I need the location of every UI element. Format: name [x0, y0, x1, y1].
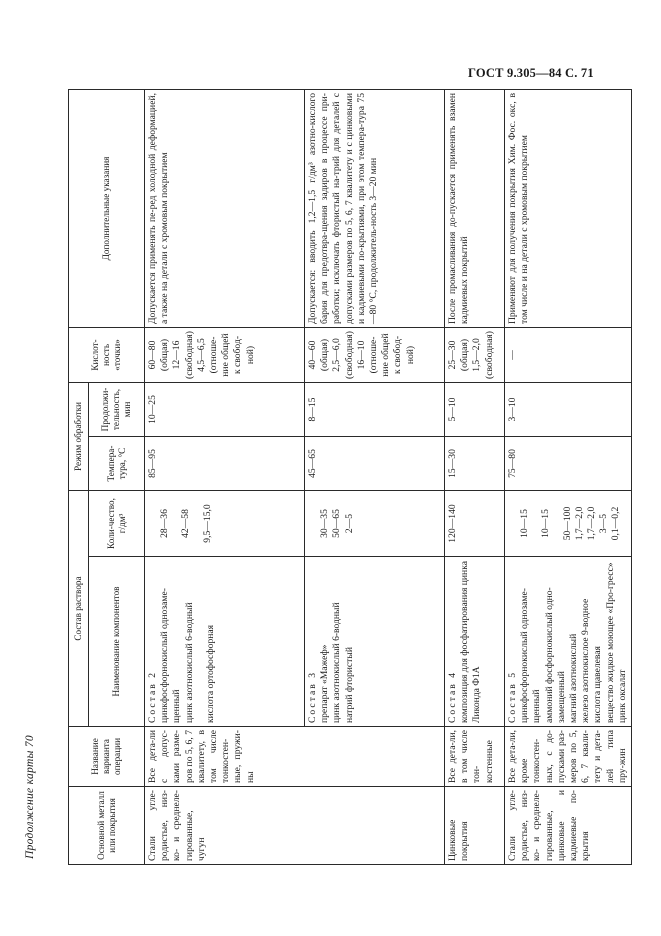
component-line: цинк азотнокислый 6-водный [331, 602, 343, 723]
component-line: натрий фтористый [343, 647, 355, 723]
quantity-line: 1,7—2,0 [573, 506, 585, 541]
metal-cell: Стали угле-родистые, низ-ко- и среднеле-гированные, цинковые и кадмиевые по-крытия [505, 787, 632, 865]
header-components: Наименование компонентов [89, 557, 145, 727]
continuation-label: Продолжение карты 70 [24, 735, 36, 859]
header-temperature: Темпера-тура, °С [89, 437, 145, 491]
temperature-cell: 85—95 [145, 437, 305, 491]
component-line: цинкфосфорнокислый однозаме-щенный [159, 588, 183, 723]
acidity-line: 16—10 (отноше-ние общей к свобод-ной) [355, 333, 416, 377]
header-duration: Продолжи-тельность, мин [89, 383, 145, 437]
process-table [68, 89, 632, 865]
quantity-line: 10—15 [540, 509, 552, 538]
component-line: железо азотнокислое 9-водное [580, 598, 592, 723]
acidity-cell [145, 328, 305, 383]
header-acidity: Кислот-ность «точки» [69, 328, 145, 383]
acidity-cell [505, 328, 632, 383]
component-line: препарат «Мажеф» [319, 644, 331, 723]
table-row [445, 90, 505, 865]
composition-title: Состав 2 [147, 671, 158, 723]
acidity-cell [445, 328, 505, 383]
components-cell [305, 557, 445, 727]
quantities-cell [305, 491, 445, 557]
table-row [505, 90, 632, 865]
component-line: кислота щавелевая [592, 646, 604, 723]
quantity-line: 9,5—15,0 [201, 504, 213, 543]
header-solution: Состав раствора [69, 491, 89, 727]
components-cell [145, 557, 305, 727]
component-line: вещество жидкое моющее «Про-гресс» [604, 562, 616, 723]
notes-cell: После промасливания до-пускается применять взамен кадмиевых покрытий [445, 90, 505, 328]
components-cell [445, 557, 505, 727]
quantity-line: 42—58 [180, 509, 192, 538]
page-header: ГОСТ 9.305—84 С. 71 [468, 66, 594, 80]
acidity-line: 12—16 (свободная) [171, 331, 195, 379]
composition-title: Состав 3 [307, 671, 318, 723]
quantities-cell [445, 491, 505, 557]
metal-cell: Стали угле-родистые, низ-ко- и среднеле-гированные, чугун [145, 787, 445, 865]
header-notes: Дополнительные указания [69, 90, 145, 328]
duration-cell: 5—10 [445, 383, 505, 437]
header-mode: Режим обработки [69, 383, 89, 491]
quantities-cell [505, 491, 632, 557]
components-cell [505, 557, 632, 727]
component-line: цинк азотнокислый 6-водный [183, 602, 195, 723]
header-metal: Основной металл или покрытия [69, 787, 145, 865]
acidity-line: 60—80 (общая) [147, 338, 171, 372]
quantity-line: 30—35 [319, 509, 331, 538]
component-line: аммоний фосфорнокислый одно-замещенный [543, 587, 567, 723]
quantity-line: 120—140 [447, 504, 458, 543]
temperature-cell: 75—80 [505, 437, 632, 491]
component-line: цинкфосфорнокислый однозаме-щенный [519, 588, 543, 723]
acidity-line: 40—60 (общая) [307, 338, 331, 372]
acidity-cell [305, 328, 445, 383]
quantity-line: 10—15 [519, 509, 531, 538]
duration-cell: 10—25 [145, 383, 305, 437]
composition-title: Состав 5 [507, 671, 518, 723]
variant-cell: Все дета-ли с допус-ками разме-ров по 5, 6, 7 квалитету, в том числе тонкостен-ные, пружи-ны [145, 727, 445, 787]
variant-cell: Все дета-ли, в том числе тон-костенные [445, 727, 505, 787]
component-line: композиция для фосфатирования цинка Ликонда Ф1А [459, 561, 483, 723]
acidity-line: 1,5—2,0 (свободная) [471, 331, 495, 379]
notes-cell: Допускается: вводить 1,2—1,5 г/дм³ азотно-кислого бария для предотвра-щения задиров в процессе при-работки; исключать фтористый на-трий для деталей с допусками размеров по 5, 6, 7 квалитету и с цинковыми и кадмиевыми по-крытиями, при этом темпера-тура 75—80 °С, продолжитель-ность 3—20 мин [305, 90, 445, 328]
header-quantity: Коли-чество, г/дм³ [89, 491, 145, 557]
quantity-line: 1,7—2,0 [586, 506, 598, 541]
temperature-cell: 15—30 [445, 437, 505, 491]
acidity-line: 4,5—6,5 (отноше-ние общей к свобод-ной) [195, 333, 256, 377]
notes-cell: Применяют для получения покрытия Хим. Фос. окс, в том числе и на детали с хромовым покрытием [505, 90, 632, 328]
quantity-line: 50—100 [561, 506, 573, 541]
quantity-line: 28—36 [159, 509, 171, 538]
composition-title: Состав 4 [447, 671, 458, 723]
temperature-cell: 45—65 [305, 437, 445, 491]
duration-cell: 3—10 [505, 383, 632, 437]
notes-cell: Допускается применять пе-ред холодной деформацией, а также на детали с хромовым покрытием [145, 90, 305, 328]
duration-cell: 8—15 [305, 383, 445, 437]
component-line: магний азотнокислый [568, 633, 580, 723]
quantity-line: 0,1—0,2 [610, 506, 622, 541]
quantity-line: 50—65 [331, 509, 343, 538]
metal-cell: Цинковые покрытия [445, 787, 505, 865]
quantity-line: 3—5 [598, 513, 610, 534]
quantity-line: 2—5 [343, 513, 355, 534]
quantities-cell [145, 491, 305, 557]
acidity-line: 2,5—6,0 (свободная) [331, 331, 355, 379]
rotated-table-area [24, 90, 628, 865]
variant-cell: Все дета-ли, кроме тонкостен-ных, с до-пусками раз-меров по 5, 6, 7 квали-тету и дета-лей типа пру-жин [505, 727, 632, 787]
acidity-line: 25—30 (общая) [447, 338, 471, 372]
component-line: кислота ортофосфорная [204, 624, 216, 723]
header-variant: Название варианта операции [69, 727, 145, 787]
acidity-line: — [507, 350, 518, 360]
table-row [145, 90, 305, 865]
component-line: цинк оксалат [616, 669, 628, 723]
